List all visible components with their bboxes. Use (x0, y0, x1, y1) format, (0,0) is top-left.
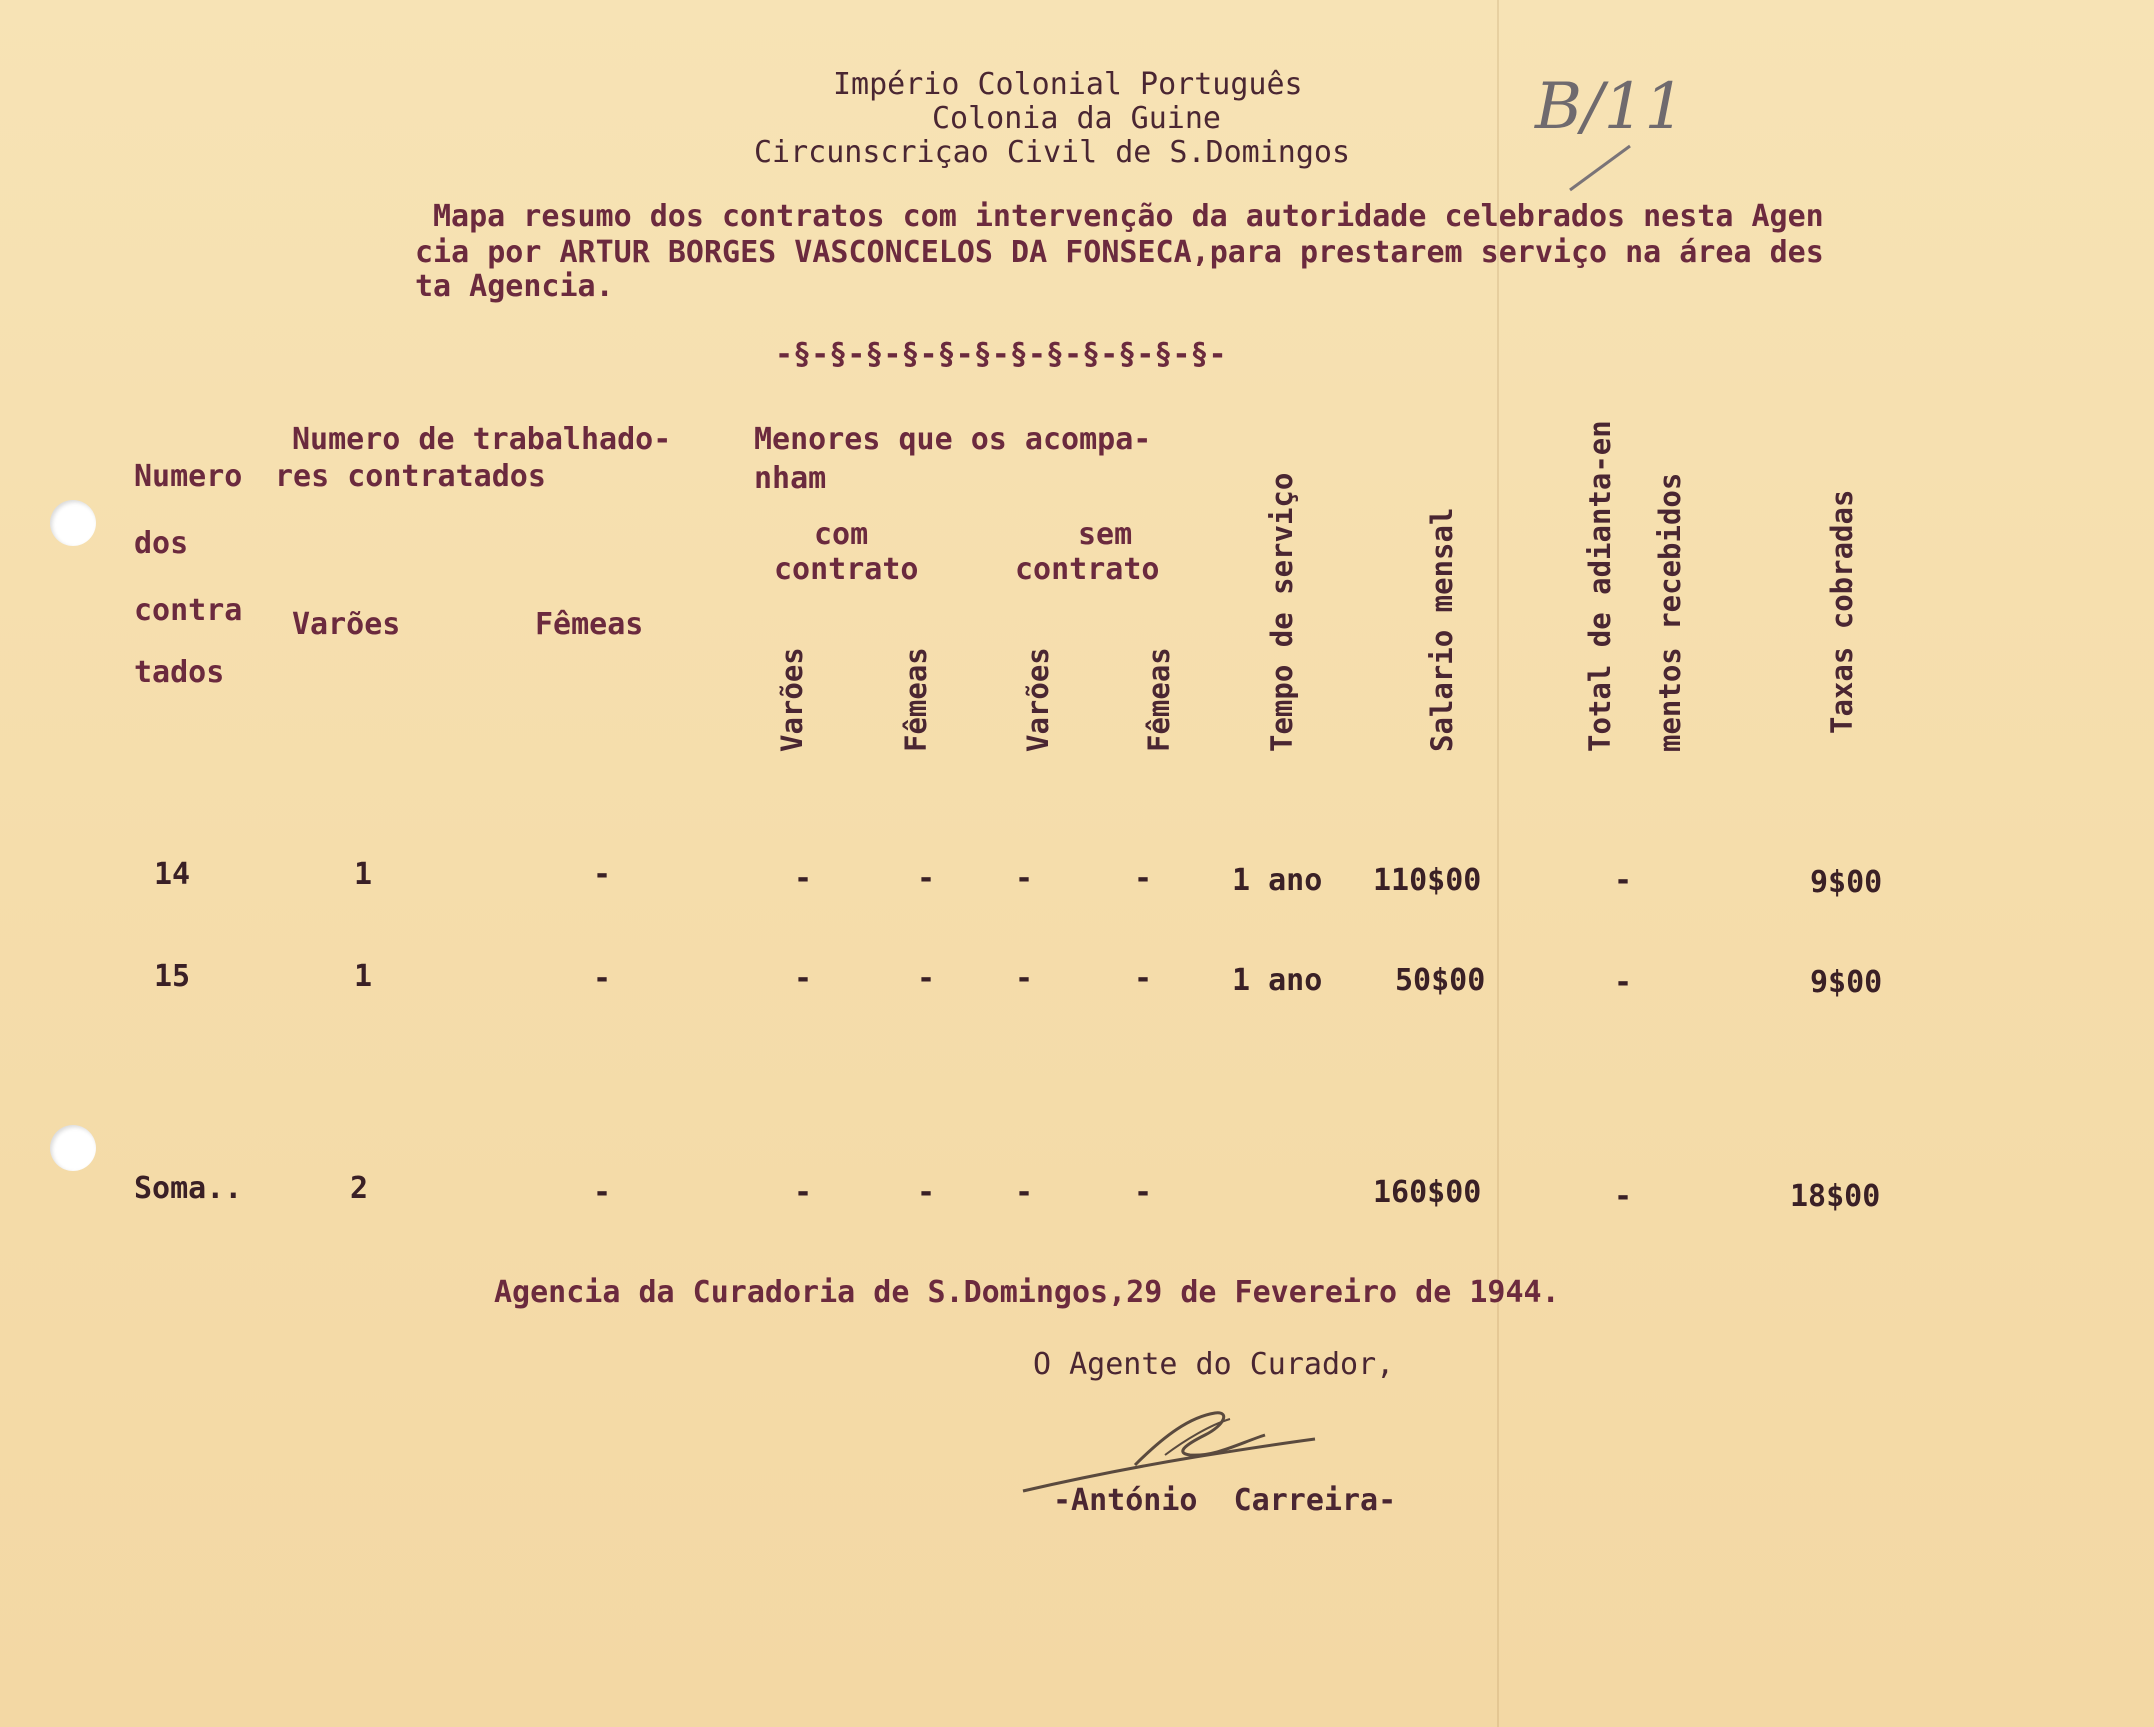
col-taxas: Taxas cobradas (1825, 489, 1859, 734)
col-numero-line-4: tados (134, 655, 225, 690)
row-numero: 15 (154, 959, 191, 994)
col-trab-line-1: Numero de trabalhado- (292, 422, 672, 457)
intro-line-2: cia por ARTUR BORGES VASCONCELOS DA FONSECA,para prestarem serviço na área des (415, 235, 1824, 270)
total-taxas: 18$00 (1790, 1179, 1881, 1214)
col-com-femeas: Fêmeas (899, 647, 933, 752)
total-femeas: - (593, 1175, 612, 1210)
col-sem-line-2: contrato (1015, 552, 1160, 587)
row-femeas: - (593, 961, 612, 996)
col-trab-line-2: res contratados (275, 459, 546, 494)
row-sem-femeas: - (1134, 861, 1153, 896)
row-com-femeas: - (917, 861, 936, 896)
row-tempo: 1 ano (1232, 863, 1323, 898)
col-sem-varoes: Varões (1021, 647, 1055, 752)
footer-place-date: Agencia da Curadoria de S.Domingos,29 de Fevereiro de 1944. (494, 1275, 1560, 1310)
total-salario: 160$00 (1373, 1175, 1482, 1210)
col-tempo: Tempo de serviço (1265, 472, 1299, 752)
total-sem-varoes: - (1015, 1175, 1034, 1210)
row-com-varoes: - (794, 961, 813, 996)
row-femeas: - (593, 857, 612, 892)
row-adiant: - (1614, 863, 1633, 898)
col-com-line-1: com (814, 517, 869, 552)
col-sem-femeas: Fêmeas (1142, 647, 1176, 752)
row-numero: 14 (154, 857, 191, 892)
total-com-varoes: - (794, 1175, 813, 1210)
row-tempo: 1 ano (1232, 963, 1323, 998)
row-sem-varoes: - (1015, 961, 1034, 996)
row-com-femeas: - (917, 961, 936, 996)
row-sem-femeas: - (1134, 961, 1153, 996)
col-numero-line-2: dos (134, 526, 189, 561)
col-femeas: Fêmeas (535, 607, 644, 642)
row-salario: 50$00 (1395, 963, 1486, 998)
row-taxas: 9$00 (1810, 965, 1883, 1000)
col-varoes: Varões (292, 607, 401, 642)
col-menores-line-2: nham (754, 461, 827, 496)
col-numero-line-3: contra (134, 593, 243, 628)
row-salario: 110$00 (1373, 863, 1482, 898)
row-varoes: 1 (354, 959, 373, 994)
col-menores-line-1: Menores que os acompa- (754, 422, 1152, 457)
col-com-varoes: Varões (775, 647, 809, 752)
header-line-2: Colonia da Guine (932, 101, 1221, 136)
row-sem-varoes: - (1015, 861, 1034, 896)
total-adiant: - (1614, 1179, 1633, 1214)
total-com-femeas: - (917, 1175, 936, 1210)
col-sem-line-1: sem (1078, 517, 1133, 552)
col-adiant-line-1: Total de adianta-en (1583, 420, 1617, 752)
footer-role: O Agente do Curador, (1033, 1347, 1395, 1382)
row-com-varoes: - (794, 861, 813, 896)
archive-mark: B/11 (1535, 70, 1686, 144)
col-numero-line-1: Numero (134, 459, 243, 494)
col-salario: Salario mensal (1425, 507, 1459, 752)
total-varoes: 2 (350, 1171, 369, 1206)
punch-hole-bottom (50, 1125, 96, 1171)
col-adiant-line-2: mentos recebidos (1653, 472, 1687, 752)
separator: -§-§-§-§-§-§-§-§-§-§-§-§- (775, 337, 1227, 372)
col-com-line-2: contrato (774, 552, 919, 587)
header-line-3: Circunscriçao Civil de S.Domingos (754, 135, 1351, 170)
punch-hole-top (50, 500, 96, 546)
archive-mark-stroke (1560, 140, 1640, 200)
total-sem-femeas: - (1134, 1175, 1153, 1210)
total-label: Soma.. (134, 1171, 243, 1206)
row-adiant: - (1614, 965, 1633, 1000)
intro-line-3: ta Agencia. (415, 269, 614, 304)
row-taxas: 9$00 (1810, 865, 1883, 900)
row-varoes: 1 (354, 857, 373, 892)
intro-line-1: Mapa resumo dos contratos com intervenção da autoridade celebrados nesta Agen (433, 199, 1824, 234)
footer-name: -António Carreira- (1053, 1483, 1397, 1518)
header-line-1: Império Colonial Português (833, 67, 1303, 102)
